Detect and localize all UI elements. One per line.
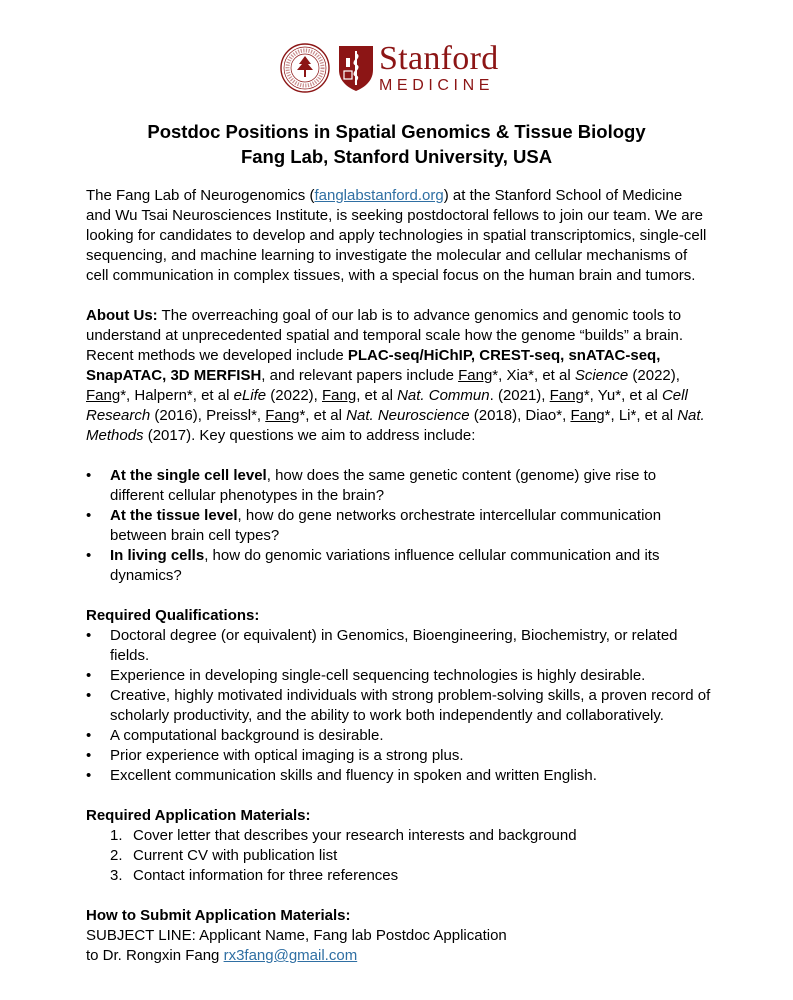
author-fang: Fang [458, 367, 493, 384]
about-label: About Us: [86, 307, 158, 324]
key-questions-list [86, 466, 711, 586]
page-subtitle: Fang Lab, Stanford University, USA [240, 146, 553, 167]
list-item: • Creative, highly motivated individuals with strong problem-solving skills, a proven record of scholarly productivity, and the ability to work both independently and collaboratively. [86, 686, 711, 726]
stanford-medicine-logo [280, 40, 499, 96]
list-item: • Experience in developing single-cell sequencing technologies is highly desirable. [86, 666, 711, 686]
journal-name: Nat. Commun [397, 387, 490, 404]
qualifications-heading: Required Qualifications: [86, 607, 260, 624]
list-item: • Prior experience with optical imaging is a strong plus. [86, 746, 711, 766]
contact-line: to Dr. Rongxin Fang rx3fang@gmail.com [86, 947, 358, 964]
lab-website-link[interactable]: fanglabstanford.org [314, 187, 444, 204]
journal-name: eLife [233, 387, 267, 404]
list-item: 1. Cover letter that describes your research interests and background [110, 827, 577, 844]
journal-name: Nat. Methods [86, 407, 705, 444]
list-item: • At the tissue level, how do gene networks orchestrate intercellular communication between brain cell types? [86, 506, 711, 546]
list-item: • Doctoral degree (or equivalent) in Genomics, Bioengineering, Biochemistry, or related fields. [86, 626, 711, 666]
author-fang: Fang [570, 407, 605, 424]
intro-text-2: ) at the Stanford School of Medicine and Wu Tsai Neurosciences Institute, is seeking postdoctoral fellows to join our team. We are looking for candidates to develop and apply technologies in spatial transcriptomics, single-cell sequencing, and machine learning to investigate the molecular and cellular mechanisms of cell communication in complex tissues, with a special focus on the human brain and tumors. [86, 187, 707, 284]
list-item: 2. Current CV with publication list [110, 847, 338, 864]
list-item: • Excellent communication skills and fluency in spoken and written English. [86, 766, 711, 786]
journal-name: Science [574, 367, 629, 384]
stanford-shield-icon [337, 44, 375, 92]
author-fang: Fang [549, 387, 584, 404]
materials-list [86, 826, 711, 886]
list-item: • At the single cell level, how does the same genetic content (genome) give rise to different cellular phenotypes in the brain? [86, 466, 711, 506]
page-title: Postdoc Positions in Spatial Genomics & Tissue Biology [147, 121, 646, 142]
about-paragraph: About Us: The overreaching goal of our lab is to advance genomics and genomic tools to understand at unprecedented spatial and temporal scale how the genome “builds” a brain. Recent methods we developed include PLAC-seq/HiChIP, CREST-seq, snATAC-seq, SnapATAC, 3D MERFISH, and relevant papers include Fang*, Xia*, et al Science (2022), Fang*, Halpern*, et al eLife (2022), Fang, et al Nat. Commun. (2021), Fang*, Yu*, et al Cell Research (2016), Preissl*, Fang*, et al Nat. Neuroscience (2018), Diao*, Fang*, Li*, et al Nat. Methods (2017). Key questions we aim to address include: [86, 307, 705, 444]
qualifications-list [86, 626, 711, 786]
document-body [86, 186, 711, 966]
author-fang: Fang [265, 407, 300, 424]
intro-paragraph [86, 186, 711, 286]
intro-text-1: The Fang Lab of Neurogenomics ( [86, 187, 315, 204]
journal-name: Nat. Neuroscience [346, 407, 470, 424]
materials-heading: Required Application Materials: [86, 807, 311, 824]
author-fang: Fang [322, 387, 357, 404]
list-item: • A computational background is desirable. [86, 726, 711, 746]
methods-list: PLAC-seq/HiChIP, CREST-seq, snATAC-seq, SnapATAC, 3D MERFISH [86, 347, 661, 384]
wordmark-medicine: MEDICINE [379, 77, 495, 94]
wordmark-stanford: Stanford [379, 40, 499, 77]
list-item: 3. Contact information for three references [110, 867, 399, 884]
submit-heading: How to Submit Application Materials: [86, 907, 351, 924]
stanford-seal-icon [280, 43, 330, 93]
email-link[interactable]: rx3fang@gmail.com [223, 947, 358, 964]
list-item: • In living cells, how do genomic variations influence cellular communication and its dynamics? [86, 546, 711, 586]
subject-line: SUBJECT LINE: Applicant Name, Fang lab Postdoc Application [86, 927, 507, 944]
journal-name: Cell Research [86, 387, 688, 424]
wordmark [379, 42, 499, 94]
author-fang: Fang [86, 387, 121, 404]
